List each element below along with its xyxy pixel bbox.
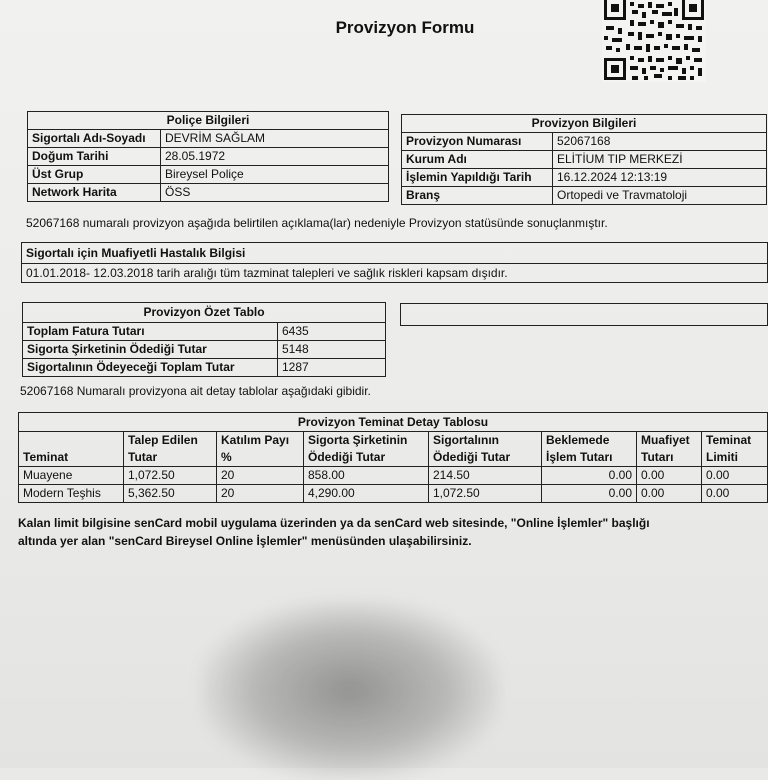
row-label: Sigortalı Adı-Soyadı [28, 130, 161, 148]
col-header: Muafiyet Tutarı [637, 432, 702, 467]
table-row [23, 341, 386, 359]
col-header: Teminat Limiti [702, 432, 768, 467]
row-label: Sigortalının Ödeyeceği Toplam Tutar [23, 359, 278, 377]
provizyon-bilgileri-table [401, 114, 767, 205]
table-row [28, 184, 389, 202]
qr-code-icon [602, 0, 706, 82]
row-value: ÖSS [161, 184, 389, 202]
cell: 0.00 [542, 485, 637, 503]
table-row [402, 169, 767, 187]
col-header: Sigortalının Ödediği Tutar [429, 432, 542, 467]
row-label: Toplam Fatura Tutarı [23, 323, 278, 341]
cell: 0.00 [637, 467, 702, 485]
cell: 214.50 [429, 467, 542, 485]
row-label: Branş [402, 187, 553, 205]
row-value: 6435 [278, 323, 386, 341]
page-title: Provizyon Formu [335, 18, 475, 37]
cell: 20 [217, 467, 304, 485]
col-header: Talep Edilen Tutar [124, 432, 217, 467]
table-header-row [19, 432, 768, 467]
cell: Modern Teşhis [19, 485, 124, 503]
row-value: 52067168 [553, 133, 767, 151]
table-row [23, 359, 386, 377]
table-row [23, 323, 386, 341]
table-row [402, 187, 767, 205]
hand-shadow [200, 600, 500, 780]
teminat-detay-table [18, 412, 768, 503]
cell: 5,362.50 [124, 485, 217, 503]
provizyon-bilgileri-header: Provizyon Bilgileri [402, 115, 767, 133]
muafiyet-table [21, 242, 768, 283]
ozet-header: Provizyon Özet Tablo [23, 303, 386, 323]
row-label: Provizyon Numarası [402, 133, 553, 151]
cell: 0.00 [702, 485, 768, 503]
footer-line-1: Kalan limit bilgisine senCard mobil uygulama üzerinden ya da senCard web sitesinde, "Online İşlemler" başlığı [18, 516, 650, 530]
cell: 1,072.50 [124, 467, 217, 485]
cell: 0.00 [702, 467, 768, 485]
police-bilgileri-header: Poliçe Bilgileri [28, 112, 389, 130]
police-bilgileri-table [27, 111, 389, 202]
cell: 858.00 [304, 467, 429, 485]
status-line: 52067168 numaralı provizyon aşağıda belirtilen açıklama(lar) nedeniyle Provizyon statüsünde sonuçlanmıştır. [26, 216, 608, 230]
muafiyet-text: 01.01.2018- 12.03.2018 tarih aralığı tüm tazminat talepleri ve sağlık riskleri kapsam dışıdır. [22, 264, 768, 283]
cell: 0.00 [542, 467, 637, 485]
detay-header: Provizyon Teminat Detay Tablosu [19, 413, 768, 432]
col-header: Beklemede İşlem Tutarı [542, 432, 637, 467]
cell: 0.00 [637, 485, 702, 503]
empty-box [400, 303, 768, 326]
row-value: 5148 [278, 341, 386, 359]
table-row [19, 485, 768, 503]
row-label: Doğum Tarihi [28, 148, 161, 166]
cell: 20 [217, 485, 304, 503]
row-label: Kurum Adı [402, 151, 553, 169]
col-header: Sigorta Şirketinin Ödediği Tutar [304, 432, 429, 467]
table-row [402, 151, 767, 169]
col-header: Teminat [19, 432, 124, 467]
cell: Muayene [19, 467, 124, 485]
cell: 4,290.00 [304, 485, 429, 503]
row-value: DEVRİM SAĞLAM [161, 130, 389, 148]
table-row [28, 166, 389, 184]
table-row [19, 467, 768, 485]
row-value: 28.05.1972 [161, 148, 389, 166]
table-row [28, 130, 389, 148]
cell: 1,072.50 [429, 485, 542, 503]
row-value: 16.12.2024 12:13:19 [553, 169, 767, 187]
row-value: ELİTİUM TIP MERKEZİ [553, 151, 767, 169]
row-value: 1287 [278, 359, 386, 377]
ozet-table [22, 302, 386, 377]
row-label: Sigorta Şirketinin Ödediği Tutar [23, 341, 278, 359]
detail-note: 52067168 Numaralı provizyona ait detay tablolar aşağıdaki gibidir. [20, 384, 371, 398]
row-value: Ortopedi ve Travmatoloji [553, 187, 767, 205]
table-row [28, 148, 389, 166]
table-row [402, 133, 767, 151]
row-label: İşlemin Yapıldığı Tarih [402, 169, 553, 187]
row-label: Üst Grup [28, 166, 161, 184]
row-label: Network Harita [28, 184, 161, 202]
row-value: Bireysel Poliçe [161, 166, 389, 184]
footer-line-2: altında yer alan "senCard Bireysel Online İşlemler" menüsünden ulaşabilirsiniz. [18, 534, 472, 548]
col-header: Katılım Payı % [217, 432, 304, 467]
muafiyet-header: Sigortalı için Muafiyetli Hastalık Bilgisi [22, 243, 768, 264]
